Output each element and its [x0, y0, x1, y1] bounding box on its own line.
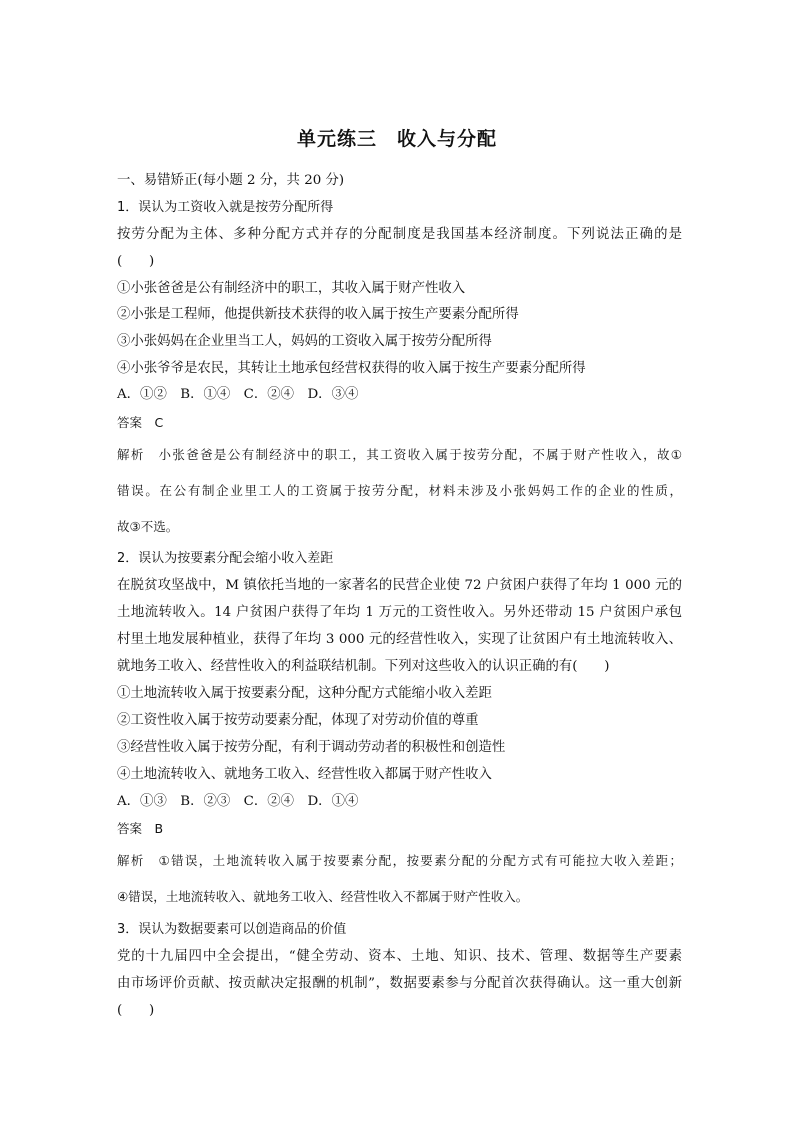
q3-stem-line1: 党的十九届四中全会提出，“健全劳动、资本、土地、知识、技术、管理、数据等生产要素 [117, 949, 682, 964]
page-title: 单元练三 收入与分配 [296, 128, 497, 150]
q1-stem-line2: ( ) [117, 254, 155, 269]
q2-option-3: ③经营性收入属于按劳分配，有利于调动劳动者的积极性和创造性 [117, 740, 506, 755]
q2-heading: 2．误认为按要素分配会缩小收入差距 [117, 551, 334, 566]
q1-heading: 1．误认为工资收入就是按劳分配所得 [117, 200, 334, 215]
q2-explanation-line2: ④错误，土地流转收入、就地务工收入、经营性收入不都属于财产性收入。 [117, 889, 529, 904]
q2-option-4: ④土地流转收入、就地务工收入、经营性收入都属于财产性收入 [117, 767, 492, 782]
q3-stem-line3: ( ) [117, 1003, 155, 1018]
q1-explanation-line3: 故③不选。 [117, 519, 179, 534]
q3-heading: 3．误认为数据要素可以创造商品的价值 [117, 922, 347, 937]
q3-stem-line2: 由市场评价贡献、按贡献决定报酬的机制”，数据要素参与分配首次获得确认。这一重大创新 [117, 976, 682, 991]
q2-answer: 答案 B [117, 821, 164, 836]
q2-choices: A．①③ B．②③ C．②④ D．①④ [117, 794, 359, 809]
q2-explanation-line1: 解析 ①错误，土地流转收入属于按要素分配，按要素分配的分配方式有可能拉大收入差距； [117, 853, 682, 868]
q2-stem-line3: 村里土地发展种植业，获得了年均 3 000 元的经营性收入，实现了让贫困户有土地流转收入、 [117, 632, 682, 647]
q1-stem-line1: 按劳分配为主体、多种分配方式并存的分配制度是我国基本经济制度。下列说法正确的是 [117, 227, 682, 242]
q2-stem-line2: 土地流转收入。14 户贫困户获得了年均 1 万元的工资性收入。另外还带动 15 户贫困户承包 [117, 605, 682, 620]
q1-choices: A．①② B．①④ C．②④ D．③④ [117, 387, 359, 402]
q1-option-4: ④小张爷爷是农民，其转让土地承包经营权获得的收入属于按生产要素分配所得 [117, 361, 586, 376]
q2-option-1: ①土地流转收入属于按要素分配，这种分配方式能缩小收入差距 [117, 686, 492, 701]
q1-option-3: ③小张妈妈在企业里当工人，妈妈的工资收入属于按劳分配所得 [117, 334, 492, 349]
q1-explanation-line2: 错误。在公有制企业里工人的工资属于按劳分配，材料未涉及小张妈妈工作的企业的性质， [117, 483, 682, 498]
q1-option-1: ①小张爸爸是公有制经济中的职工，其收入属于财产性收入 [117, 281, 466, 296]
q2-option-2: ②工资性收入属于按劳动要素分配，体现了对劳动价值的尊重 [117, 713, 479, 728]
q1-answer: 答案 C [117, 415, 164, 430]
q1-option-2: ②小张是工程师，他提供新技术获得的收入属于按生产要素分配所得 [117, 307, 519, 322]
section-heading: 一、易错矫正(每小题 2 分，共 20 分) [117, 173, 345, 188]
q1-explanation-line1: 解析 小张爸爸是公有制经济中的职工，其工资收入属于按劳分配，不属于财产性收入，故① [117, 447, 682, 462]
q2-stem-line4: 就地务工收入、经营性收入的利益联结机制。下列对这些收入的认识正确的有( ) [117, 659, 610, 674]
q2-stem-line1: 在脱贫攻坚战中，M 镇依托当地的一家著名的民营企业使 72 户贫困户获得了年均 1 000 元的 [117, 578, 682, 593]
